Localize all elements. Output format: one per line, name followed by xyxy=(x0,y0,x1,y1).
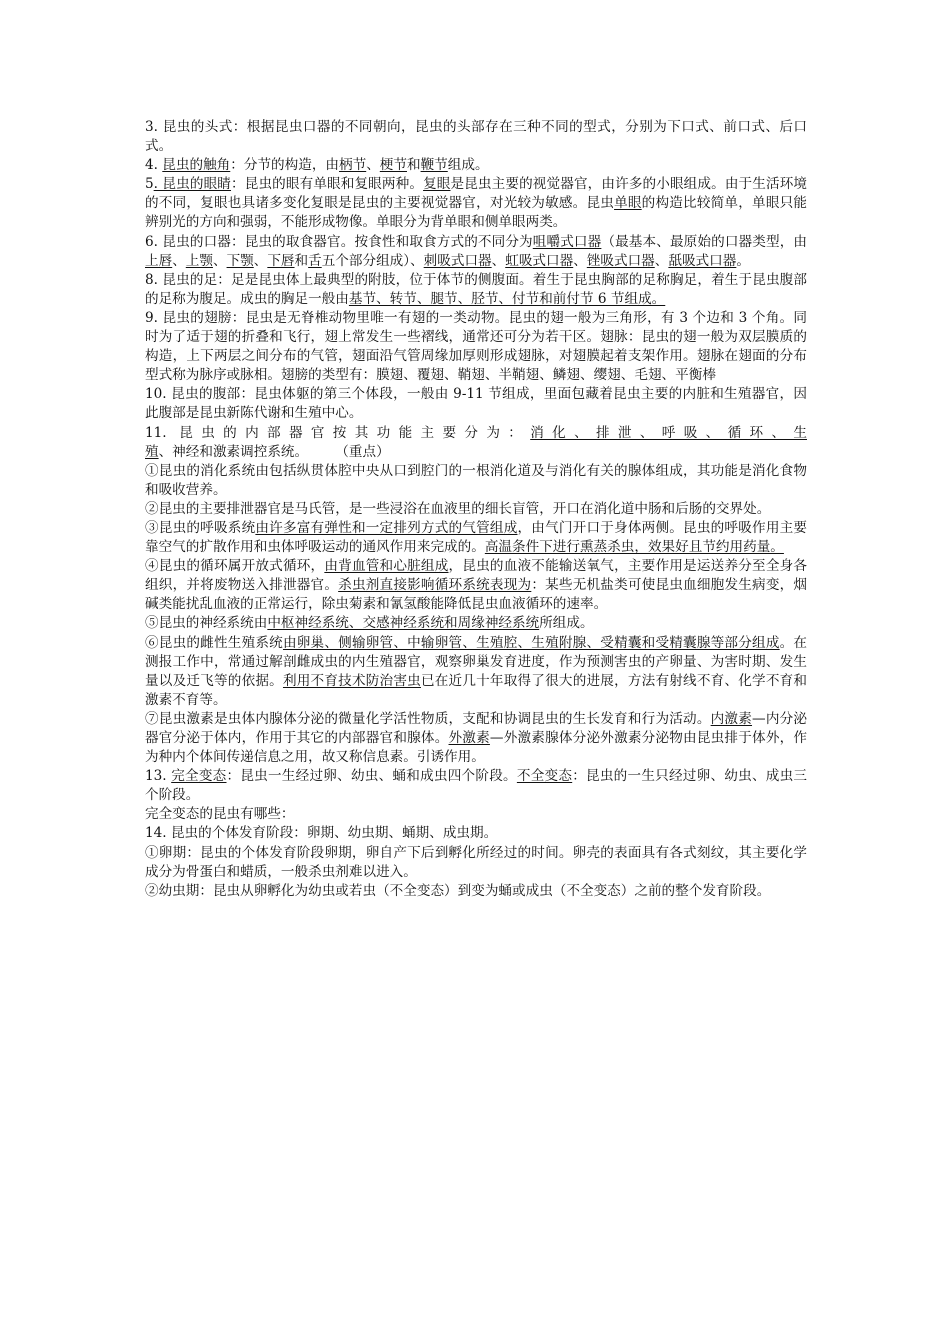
paragraph xyxy=(145,309,807,385)
text-run: 已在近几十年取得了很大的进展，方法有射线不育、化学不育和激素不育等。 xyxy=(145,672,808,708)
text-run: ：昆虫一生经过卵、幼虫、蛹和成虫四个阶段。 xyxy=(226,768,517,785)
text-run: ：某些无机盐类可使昆虫血细胞发生病变，烟碱类能扰乱血液的正常运行，除虫菊素和氰氢酸能降低昆虫血液循环的速率。 xyxy=(145,577,808,613)
text-run: 。 xyxy=(736,252,750,269)
paragraph xyxy=(145,385,807,423)
underlined-text: . 昆虫的眼睛 xyxy=(153,176,232,193)
paragraph xyxy=(145,424,807,462)
paragraph xyxy=(145,462,807,500)
text-run: —外激素腺体分泌外激素分泌物由昆虫排于体外，作为种内个体间传递信息之用，故又称信息素。引诱作用。 xyxy=(145,730,808,766)
text-run: （最基本、最原始的口器类型，由 xyxy=(601,233,808,250)
text-run: ②幼虫期：昆虫从卵孵化为幼虫或若虫（不全变态）到变为蛹或成虫（不全变态）之前的整个发育阶段。 xyxy=(145,882,771,899)
paragraph xyxy=(145,175,807,232)
paragraph xyxy=(145,844,807,882)
underlined-text: 柄节 xyxy=(339,157,367,174)
document-page xyxy=(145,118,807,901)
text-run: ④昆虫的循环属开放式循环， xyxy=(145,558,325,575)
paragraph xyxy=(145,767,807,805)
text-run: 9. 昆虫的翅膀：昆虫是无脊椎动物里唯一有翅的一类动物。昆虫的翅一般为三角形，有 3 个边和 3 个角。同时为了适于翅的折叠和飞行，翅上常发生一些褶线，通常还可分为若干区。翅脉：昆虫的翅一般为双层膜质的构造，上下两层之间分布的气管，翅面沿气管周缘加厚则形成翅脉，对翅膜起着支架作用。翅脉在翅面的分布型式称为脉序或脉相。翅膀的类型有：膜翅、覆翅、鞘翅、半鞘翅、鳞翅、缨翅、毛翅、平衡棒 xyxy=(145,309,807,384)
text-run: 、神经和激素调控系统。 （重点） xyxy=(158,443,390,460)
underlined-text: 杀虫剂直接影响循环系统表现为 xyxy=(338,577,532,594)
text-run: 组成。 xyxy=(447,157,489,174)
text-run: 、 xyxy=(491,252,506,269)
text-run: ⑦昆虫激素是虫体内腺体分泌的微量化学活性物质，支配和协调昆虫的生长发育和行为活动。 xyxy=(145,710,711,727)
underlined-text: 下唇 xyxy=(267,252,295,269)
text-run: 4. xyxy=(145,157,163,174)
text-run: 和 xyxy=(294,252,309,269)
text-run: 5 xyxy=(145,176,154,193)
text-run: 3. 昆虫的头式：根据昆虫口器的不同朝向，昆虫的头部存在三种不同的型式，分别为下口式、前口式、后口式。 xyxy=(145,119,807,155)
text-run: 、 xyxy=(172,252,186,269)
underlined-text: 上颚 xyxy=(185,252,213,269)
text-run: ：昆虫的一生只经过卵、幼虫、成虫三个阶段。 xyxy=(145,768,808,804)
underlined-text: 梗节 xyxy=(379,157,407,174)
text-run: —内分泌器官分泌于体内，作用于其它的内部器官和腺体。 xyxy=(145,710,808,746)
underlined-text: 刺吸式口器 xyxy=(423,252,492,269)
underlined-text: 舐吸式口器 xyxy=(668,252,737,269)
underlined-text: 虹吸式口器 xyxy=(505,252,574,269)
paragraph xyxy=(145,634,807,710)
paragraph xyxy=(145,557,807,614)
paragraph xyxy=(145,614,807,633)
text-run: ①卵期：昆虫的个体发育阶段卵期，卵自产下后到孵化所经过的时间。卵壳的表面具有各式刻纹，其主要化学成分为骨蛋白和蜡质，一般杀虫剂难以进入。 xyxy=(145,844,807,880)
text-run: 11. 昆虫的内部器官按其功能主要分为： xyxy=(145,424,531,441)
underlined-text: 上唇 xyxy=(145,252,173,269)
underlined-text: 高温条件下进行熏蒸杀虫，效果好且节约用药量。 xyxy=(484,539,784,556)
paragraph xyxy=(145,118,807,156)
underlined-text: 单眼 xyxy=(614,195,642,212)
underlined-text: 锉吸式口器 xyxy=(586,252,655,269)
text-run: 五个部分组成）、 xyxy=(321,252,424,269)
text-run: 、 xyxy=(573,252,587,269)
paragraph xyxy=(145,519,807,557)
text-run: 、 xyxy=(212,252,227,269)
text-run: 8. 昆虫的足：足是昆虫体上最典型的附肢，位于体节的侧腹面。着生于昆虫胸部的足称胸足，着生于昆虫腹部的足称为腹足。成虫的胸足一般由 xyxy=(145,271,807,307)
text-run: ⑤昆虫的神经系统由 xyxy=(145,615,268,632)
text-run: ①昆虫的消化系统由包括纵贯体腔中央从口到腔门的一根消化道及与消化有关的腺体组成，其功能是消化食物和吸收营养。 xyxy=(145,462,807,498)
paragraph xyxy=(145,233,807,271)
paragraph xyxy=(145,824,807,843)
underlined-text: 舌 xyxy=(308,252,322,269)
underlined-text: 由卵巢、侧输卵管、中输卵管、生殖腔、生殖附腺、受精囊和受精囊腺等部分组成 xyxy=(282,634,780,651)
underlined-text: 昆虫的触角 xyxy=(162,157,231,174)
underlined-text: 利用不育技术防治害虫 xyxy=(282,672,421,689)
paragraph xyxy=(145,882,807,901)
text-run: 所组成。 xyxy=(539,615,594,632)
text-run: 和 xyxy=(406,157,421,174)
underlined-text: 由许多富有弹性和一定排列方式的气管组成 xyxy=(255,519,518,536)
text-run: ，昆虫的血液不能输送氧气，主要作用是运送养分至全身各组织，并将废物送入排泄器官。 xyxy=(145,558,808,594)
text-run: 。在测报工作中，常通过解剖雌成虫的内生殖器官，观察卵巢发育进度，作为预测害虫的产卵量、为害时期、发生量以及迁飞等的依据。 xyxy=(145,634,808,689)
text-run: 10. 昆虫的腹部：昆虫体躯的第三个体段，一般由 9-11 节组成，里面包藏着昆虫主要的内脏和生殖器官，因此腹部是昆虫新陈代谢和生殖中心。 xyxy=(145,386,807,422)
underlined-text: 鞭节 xyxy=(420,157,448,174)
underlined-text: 复眼 xyxy=(423,176,451,193)
text-run: ⑥昆虫的雌性生殖系统 xyxy=(145,634,283,651)
underlined-text: 咀嚼式口器 xyxy=(532,233,602,250)
underlined-text: 基节、转节、腿节、胫节、付节和前付节 6 节组成。 xyxy=(348,290,666,307)
underlined-text: 完全变态 xyxy=(171,768,227,785)
paragraph xyxy=(145,805,807,824)
underlined-text: 内激素 xyxy=(710,710,753,727)
paragraph xyxy=(145,710,807,767)
text-run: ：昆虫的眼有单眼和复眼两种。 xyxy=(231,176,424,193)
underlined-text: 中枢神经系统、交感神经系统和周缘神经系统 xyxy=(267,615,540,632)
paragraph xyxy=(145,271,807,309)
text-run: ，由气门开口于身体两侧。昆虫的呼吸作用主要靠空气的扩散作用和虫体呼吸运动的通风作用来完成的。 xyxy=(145,519,808,556)
paragraph xyxy=(145,500,807,519)
underlined-text: 不全变态 xyxy=(516,768,573,785)
text-run: 、 xyxy=(253,252,268,269)
paragraph xyxy=(145,156,807,175)
underlined-text: 外激素 xyxy=(448,730,490,746)
underlined-text: 由背血管和心脏组成 xyxy=(324,558,449,575)
text-run: 6. 昆虫的口器：昆虫的取食器官。按食性和取食方式的不同分为 xyxy=(145,233,533,250)
text-run: 13. xyxy=(145,768,172,785)
text-run: 、 xyxy=(366,157,380,174)
text-run: 完全变态的昆虫有哪些： xyxy=(145,806,295,823)
underlined-text: 下颚 xyxy=(226,252,254,269)
text-run: 是昆虫主要的视觉器官，由许多的小眼组成。由于生活环境的不同，复眼也具诸多变化复眼是昆虫的主要视觉器官，对光较为敏感。昆虫 xyxy=(145,176,808,212)
text-run: ②昆虫的主要排泄器官是马氏管，是一些浸浴在血液里的细长盲管，开口在消化道中肠和后肠的交界处。 xyxy=(145,500,771,517)
text-run: ：分节的构造，由 xyxy=(230,157,340,174)
text-run: 的构造比较简单，单眼只能辨别光的方向和强弱，不能形成物像。单眼分为背单眼和侧单眼两类。 xyxy=(145,195,808,231)
text-run: 、 xyxy=(654,252,669,269)
text-run: 14. 昆虫的个体发育阶段：卵期、幼虫期、蛹期、成虫期。 xyxy=(145,825,498,842)
text-run: ③昆虫的呼吸系统 xyxy=(145,519,256,536)
underlined-text: 消化、排泄、呼吸、循环、生殖 xyxy=(145,424,807,460)
